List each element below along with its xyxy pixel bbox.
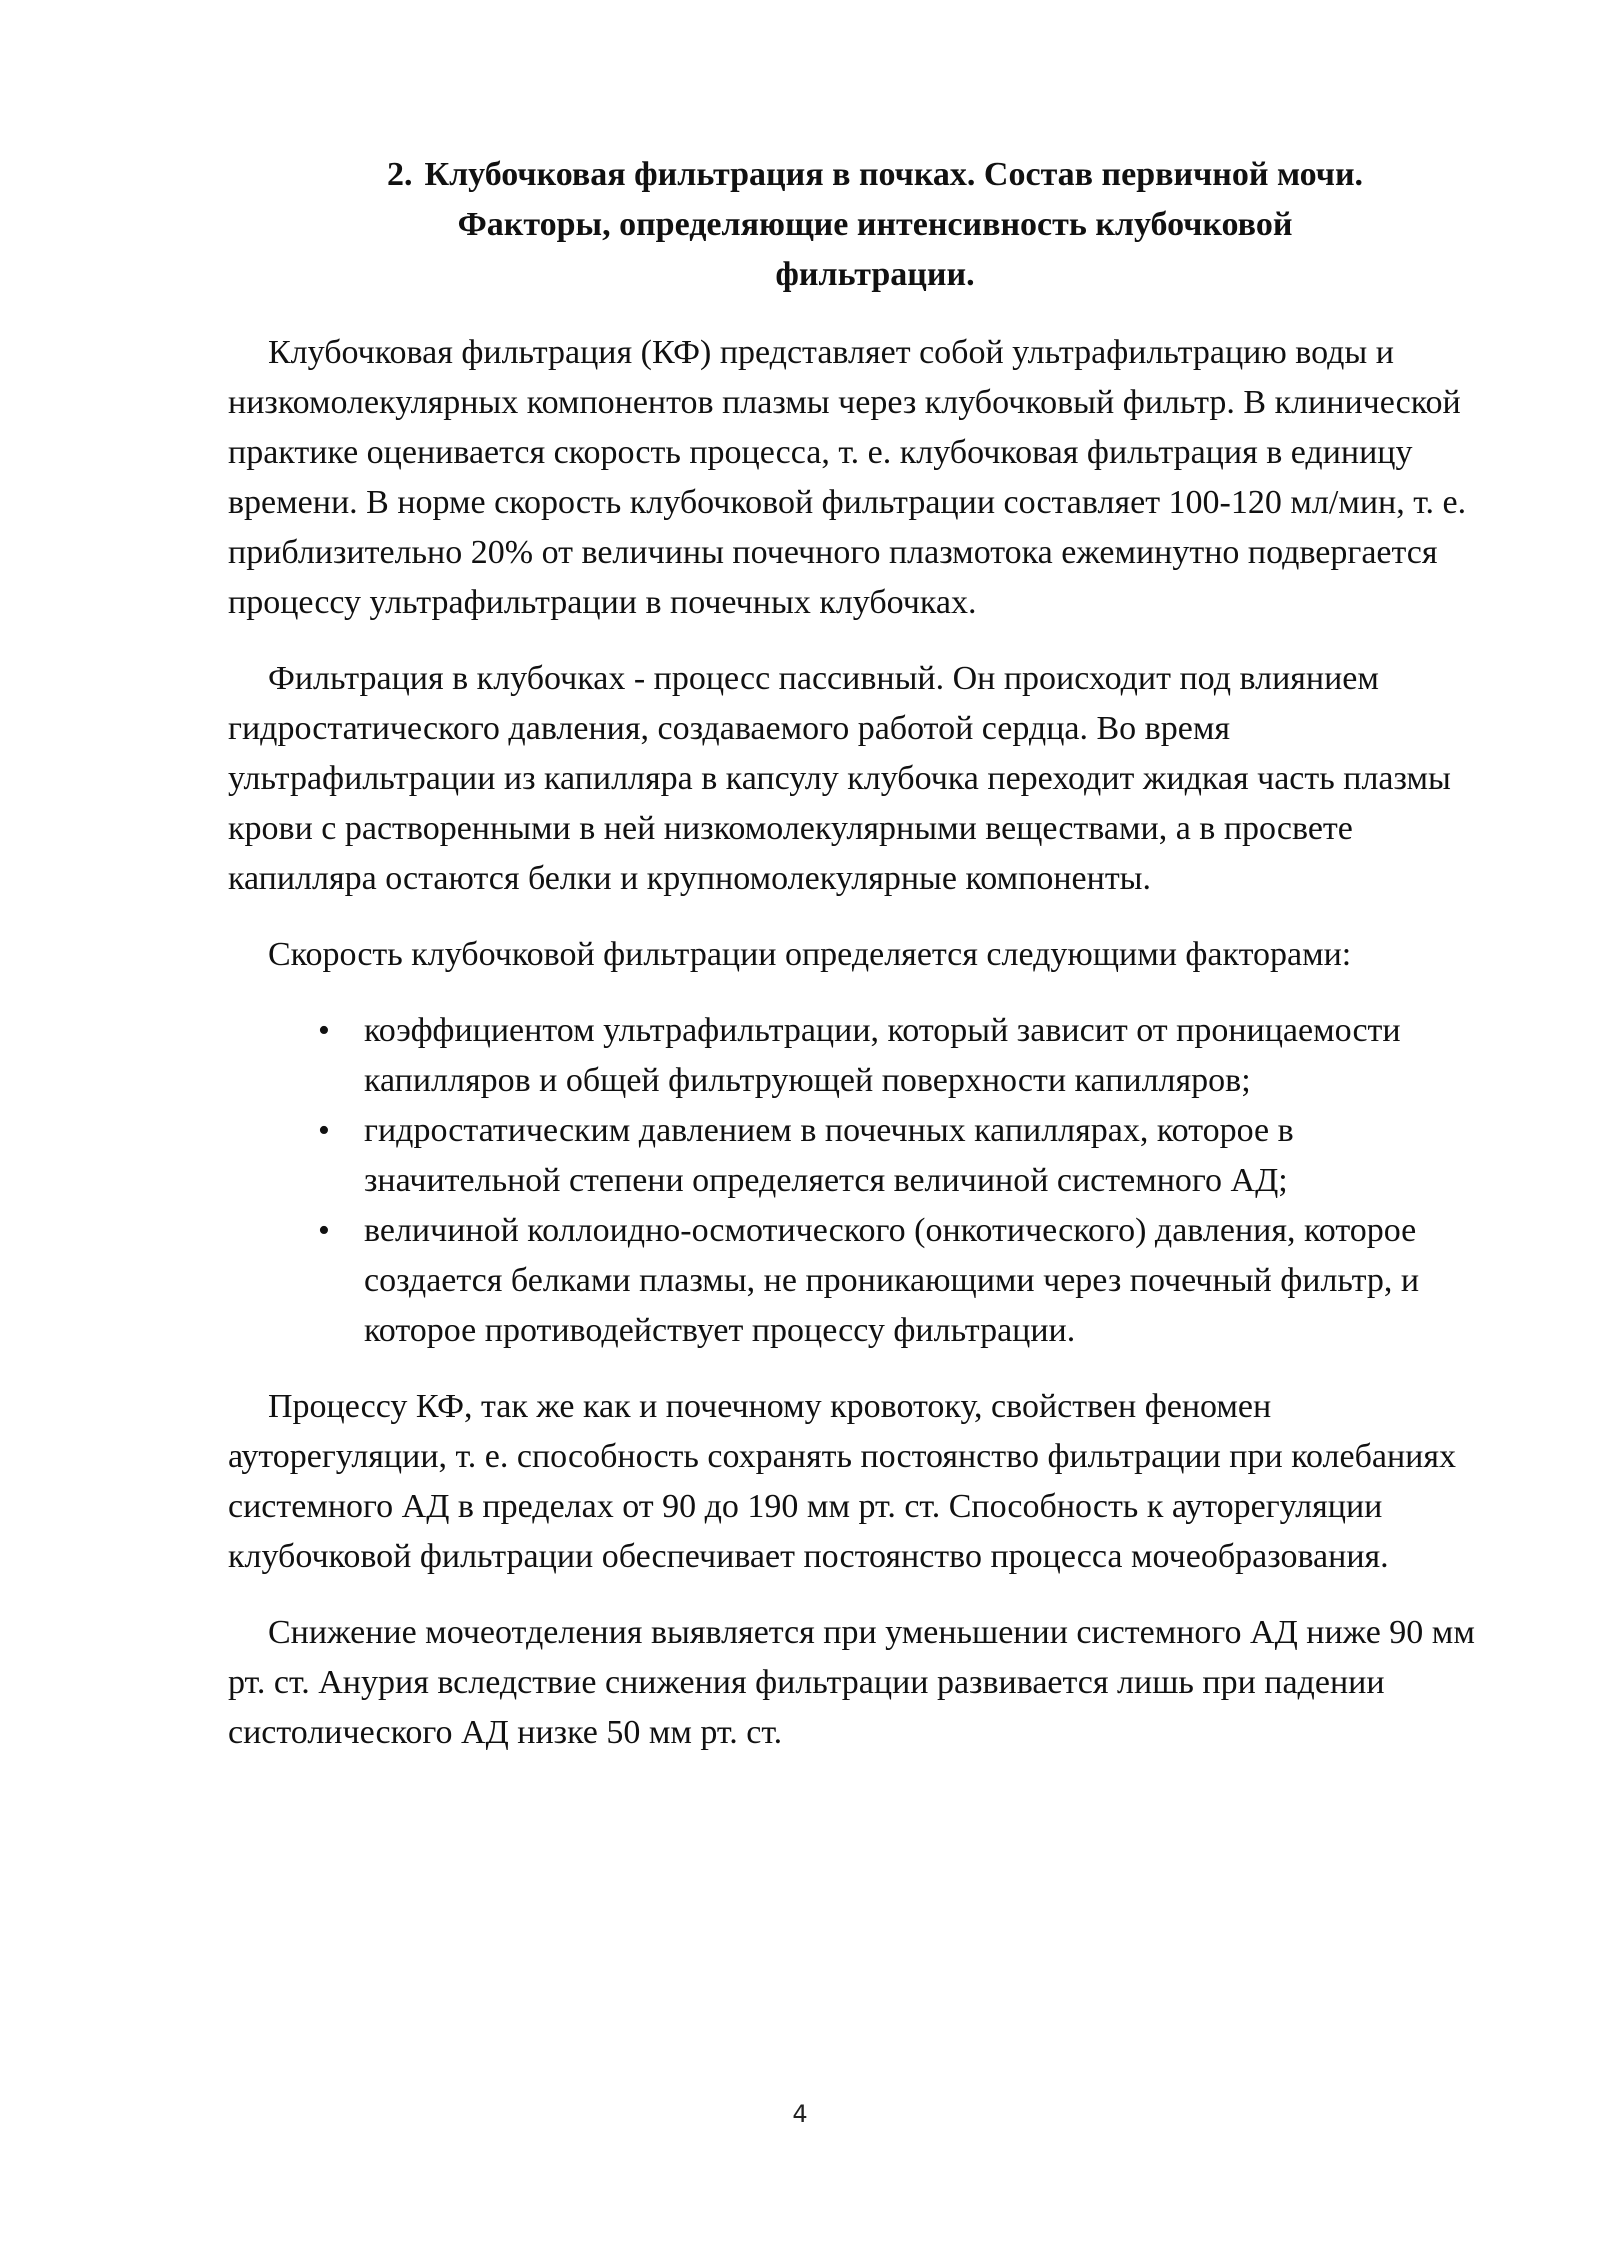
paragraph-factors-intro: Скорость клубочковой фильтрации определяется следующими факторами:: [268, 936, 1352, 973]
list-item: [228, 1006, 1493, 1106]
list-item: [228, 1106, 1493, 1206]
bullet-icon: •: [318, 1112, 330, 1149]
list-item: [228, 1206, 1493, 1356]
heading-line-1-text: Клубочковая фильтрация в почках. Состав первичной мочи.: [424, 156, 1364, 193]
paragraph-diuresis: Снижение мочеотделения выявляется при уменьшении системного АД ниже 90 мм рт. ст. Анурия вследствие снижения фильтрации развивается лишь при падении систолического АД низке 50 мм рт. ст.: [228, 1614, 1475, 1751]
document-body: [228, 328, 1493, 1784]
paragraph-autoregulation: Процессу КФ, так же как и почечному кровотоку, свойствен феномен ауторегуляции, т. е. способность сохранять постоянство фильтрации при колебаниях системного АД в пределах от 90 до 190 мм рт. ст. Способность к ауторегуляции клубочковой фильтрации обеспечивает постоянство процесса мочеобразования.: [228, 1388, 1457, 1575]
paragraph-definition: Клубочковая фильтрация (КФ) представляет собой ультрафильтрацию воды и низкомолекулярных компонентов плазмы через клубочковый фильтр. В клинической практике оценивается скорость процесса, т. е. клубочковая фильтрация в единицу времени. В норме скорость клубочковой фильтрации составляет 100-120 мл/мин, т. е. приблизительно 20% от величины почечного плазмотока ежеминутно подвергается процессу ультрафильтрации в почечных клубочках.: [228, 334, 1467, 621]
list-item-text: гидростатическим давлением в почечных капиллярах, которое в значительной степени определяется величиной системного АД;: [364, 1112, 1294, 1199]
heading-line-2: Факторы, определяющие интенсивность клубочковой: [457, 206, 1293, 243]
heading-number: 2.: [386, 156, 413, 193]
heading-line-1: [300, 150, 1450, 200]
paragraph-mechanism: Фильтрация в клубочках - процесс пассивный. Он происходит под влиянием гидростатического давления, создаваемого работой сердца. Во время ультрафильтрации из капилляра в капсулу клубочка переходит жидкая часть плазмы крови с растворенными в ней низкомолекулярными веществами, а в просвете капилляра остаются белки и крупномолекулярные компоненты.: [228, 660, 1451, 897]
section-heading: [300, 150, 1450, 300]
list-item-text: величиной коллоидно-осмотического (онкотического) давления, которое создается белками плазмы, не проникающими через почечный фильтр, и которое противодействует процессу фильтрации.: [364, 1212, 1420, 1349]
factors-list: [228, 1006, 1493, 1356]
bullet-icon: •: [318, 1012, 330, 1049]
page-number: 4: [792, 2100, 808, 2128]
heading-line-3: фильтрации.: [775, 256, 975, 293]
bullet-icon: •: [318, 1212, 330, 1249]
list-item-text: коэффициентом ультрафильтрации, который зависит от проницаемости капилляров и общей фильтрующей поверхности капилляров;: [364, 1012, 1401, 1099]
